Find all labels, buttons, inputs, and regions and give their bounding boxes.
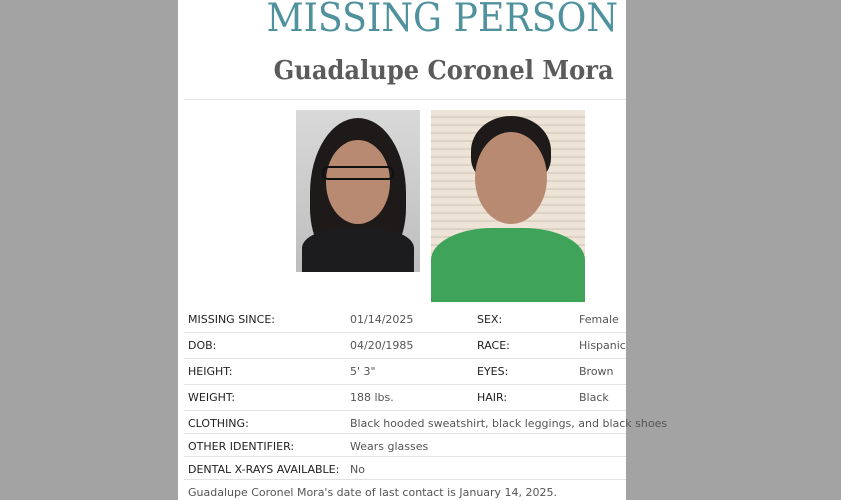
photo-2 (431, 110, 585, 302)
table-row: DENTAL X-RAYS AVAILABLE: No (184, 457, 626, 480)
person-name: Guadalupe Coronel Mora (273, 56, 614, 86)
last-contact-note: Guadalupe Coronel Mora's date of last contact is January 14, 2025. (188, 486, 558, 499)
photo-1 (296, 110, 420, 272)
details-table (184, 307, 668, 480)
divider (184, 99, 626, 100)
table-row: CLOTHING: Black hooded sweatshirt, black leggings, and black shoes (184, 411, 626, 434)
poster (178, 0, 668, 500)
table-row: DOB: 04/20/1985 RACE: Hispanic (184, 333, 626, 359)
table-row: OTHER IDENTIFIER: Wears glasses (184, 434, 626, 457)
poster-title: MISSING PERSON (266, 0, 618, 41)
table-row: WEIGHT: 188 lbs. HAIR: Black (184, 385, 626, 411)
table-row: HEIGHT: 5' 3" EYES: Brown (184, 359, 626, 385)
table-row: MISSING SINCE: 01/14/2025 SEX: Female (184, 307, 626, 333)
